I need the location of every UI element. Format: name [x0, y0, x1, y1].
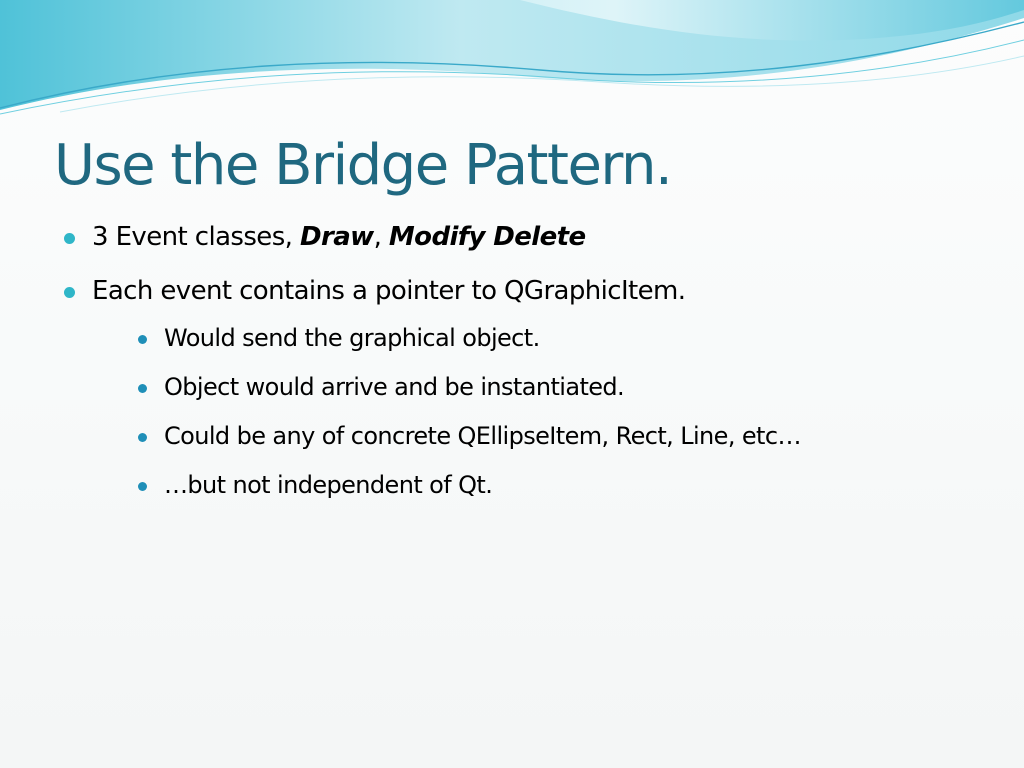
sub-bullet-text: …but not independent of Qt.: [164, 471, 493, 499]
bullet-text: Each event contains a pointer to QGraphicItem.: [92, 276, 686, 306]
bullet-dot-icon: [64, 287, 75, 298]
sub-bullet-text: Could be any of concrete QEllipseItem, Rect, Line, etc…: [164, 422, 801, 450]
slide-title: Use the Bridge Pattern.: [54, 133, 672, 198]
sub-bullet-item: [136, 321, 1002, 355]
sub-bullet-dot-icon: [138, 433, 147, 442]
bullet-dot-icon: [64, 233, 75, 244]
sub-bullet-item: [136, 419, 1002, 453]
sub-bullet-item: [136, 468, 1002, 502]
slide-body: [62, 220, 1002, 522]
header-wave-decoration: [0, 0, 1024, 130]
sub-bullet-dot-icon: [138, 384, 147, 393]
bullet-event-classes: [62, 220, 1002, 254]
emphasis-draw: Draw: [299, 222, 374, 252]
bullet-list: [62, 220, 1002, 502]
sub-bullet-text: Object would arrive and be instantiated.: [164, 373, 625, 401]
bullet-text: 3 Event classes,: [92, 222, 300, 252]
sub-bullet-dot-icon: [138, 482, 147, 491]
bullet-separator: ,: [373, 222, 389, 252]
emphasis-modify-delete: Modify Delete: [388, 222, 586, 252]
sub-bullet-item: [136, 370, 1002, 404]
sub-bullet-dot-icon: [138, 335, 147, 344]
bullet-event-pointer: [62, 274, 1002, 502]
sub-bullet-text: Would send the graphical object.: [164, 324, 540, 352]
sub-bullet-list: [92, 321, 1002, 502]
